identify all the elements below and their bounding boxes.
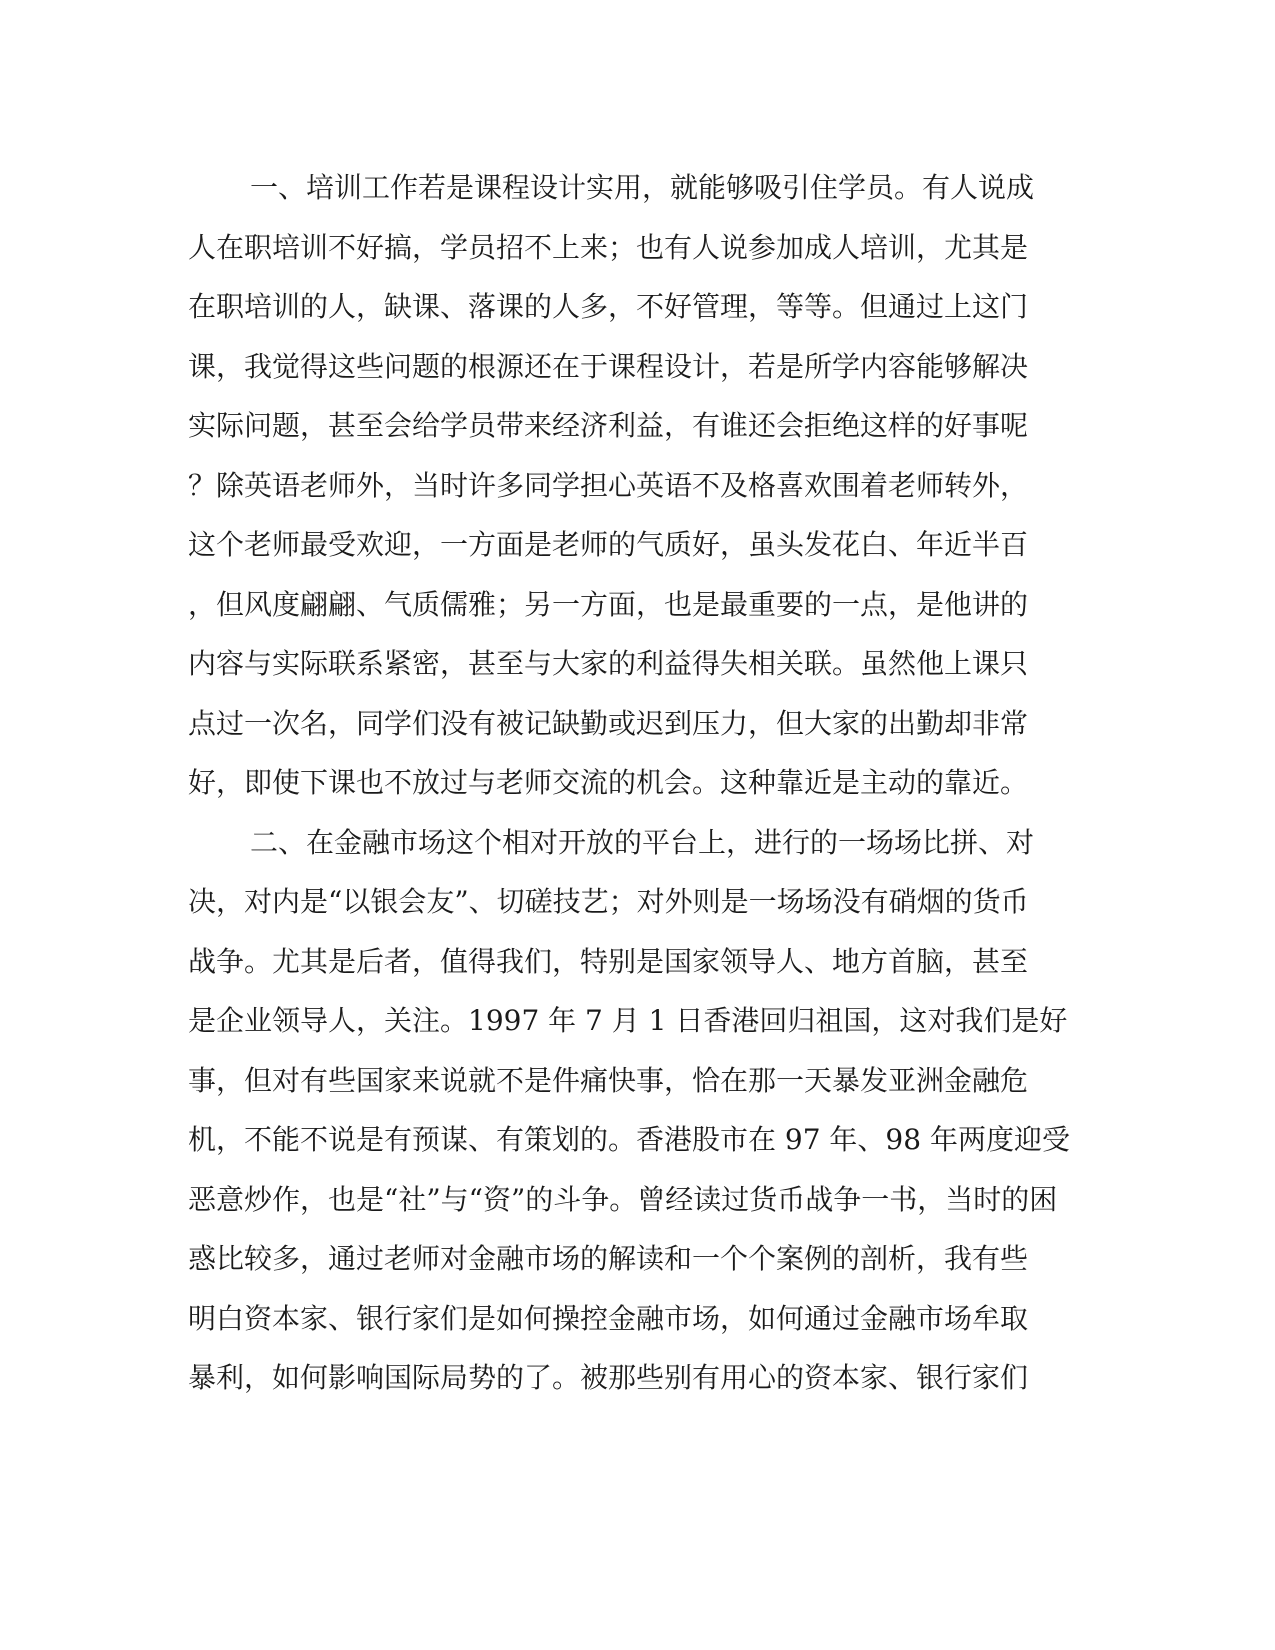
paragraph-2 bbox=[188, 813, 1088, 1408]
text-line: 内容与实际联系紧密，甚至与大家的利益得失相关联。虽然他上课只 bbox=[188, 647, 1029, 680]
text-line: 明白资本家、银行家们是如何操控金融市场，如何通过金融市场牟取 bbox=[188, 1301, 1029, 1335]
text-line: 这个老师最受欢迎，一方面是老师的气质好，虽头发花白、年近半百 bbox=[188, 528, 1029, 561]
text-line: 好，即使下课也不放过与老师交流的机会。这种靠近是主动的靠近。 bbox=[188, 766, 1029, 799]
text-line: 恶意炒作，也是“社”与“资”的斗争。曾经读过货币战争一书，当时的困 bbox=[188, 1182, 1058, 1216]
text-line: 惑比较多，通过老师对金融市场的解读和一个个案例的剖析，我有些 bbox=[188, 1242, 1029, 1275]
text-line: 暴利，如何影响国际局势的了。被那些别有用心的资本家、银行家们 bbox=[188, 1361, 1029, 1394]
text-line: 事，但对有些国家来说就不是件痛快事，恰在那一天暴发亚洲金融危 bbox=[188, 1063, 1029, 1097]
text-line: 人在职培训不好搞，学员招不上来；也有人说参加成人培训，尤其是 bbox=[188, 230, 1029, 264]
text-line: 机，不能不说是有预谋、有策划的。香港股市在 97 年、98 年两度迎受 bbox=[188, 1123, 1070, 1156]
text-line: 战争。尤其是后者，值得我们，特别是国家领导人、地方首脑，甚至 bbox=[188, 944, 1029, 978]
text-line: ，但风度翩翩、气质儒雅；另一方面，也是最重要的一点，是他讲的 bbox=[188, 587, 1029, 621]
text-line: 是企业领导人，关注。1997 年 7 月 1 日香港回归祖国，这对我们是好 bbox=[188, 1004, 1068, 1037]
paragraph-1 bbox=[188, 158, 1088, 813]
text-line: 一、培训工作若是课程设计实用，就能够吸引住学员。有人说成 bbox=[250, 171, 1035, 204]
text-line: 二、在金融市场这个相对开放的平台上，进行的一场场比拼、对 bbox=[250, 825, 1035, 859]
body-text bbox=[188, 158, 1088, 1408]
text-line: ？除英语老师外，当时许多同学担心英语不及格喜欢围着老师转外， bbox=[188, 468, 1029, 502]
text-line: 点过一次名，同学们没有被记缺勤或迟到压力，但大家的出勤却非常 bbox=[188, 706, 1029, 740]
text-line: 课，我觉得这些问题的根源还在于课程设计，若是所学内容能够解决 bbox=[188, 349, 1029, 383]
text-line: 实际问题，甚至会给学员带来经济利益，有谁还会拒绝这样的好事呢 bbox=[188, 409, 1029, 442]
text-line: 决，对内是“以银会友”、切磋技艺；对外则是一场场没有硝烟的货币 bbox=[188, 885, 1029, 918]
text-line: 在职培训的人，缺课、落课的人多，不好管理，等等。但通过上这门 bbox=[188, 290, 1029, 323]
